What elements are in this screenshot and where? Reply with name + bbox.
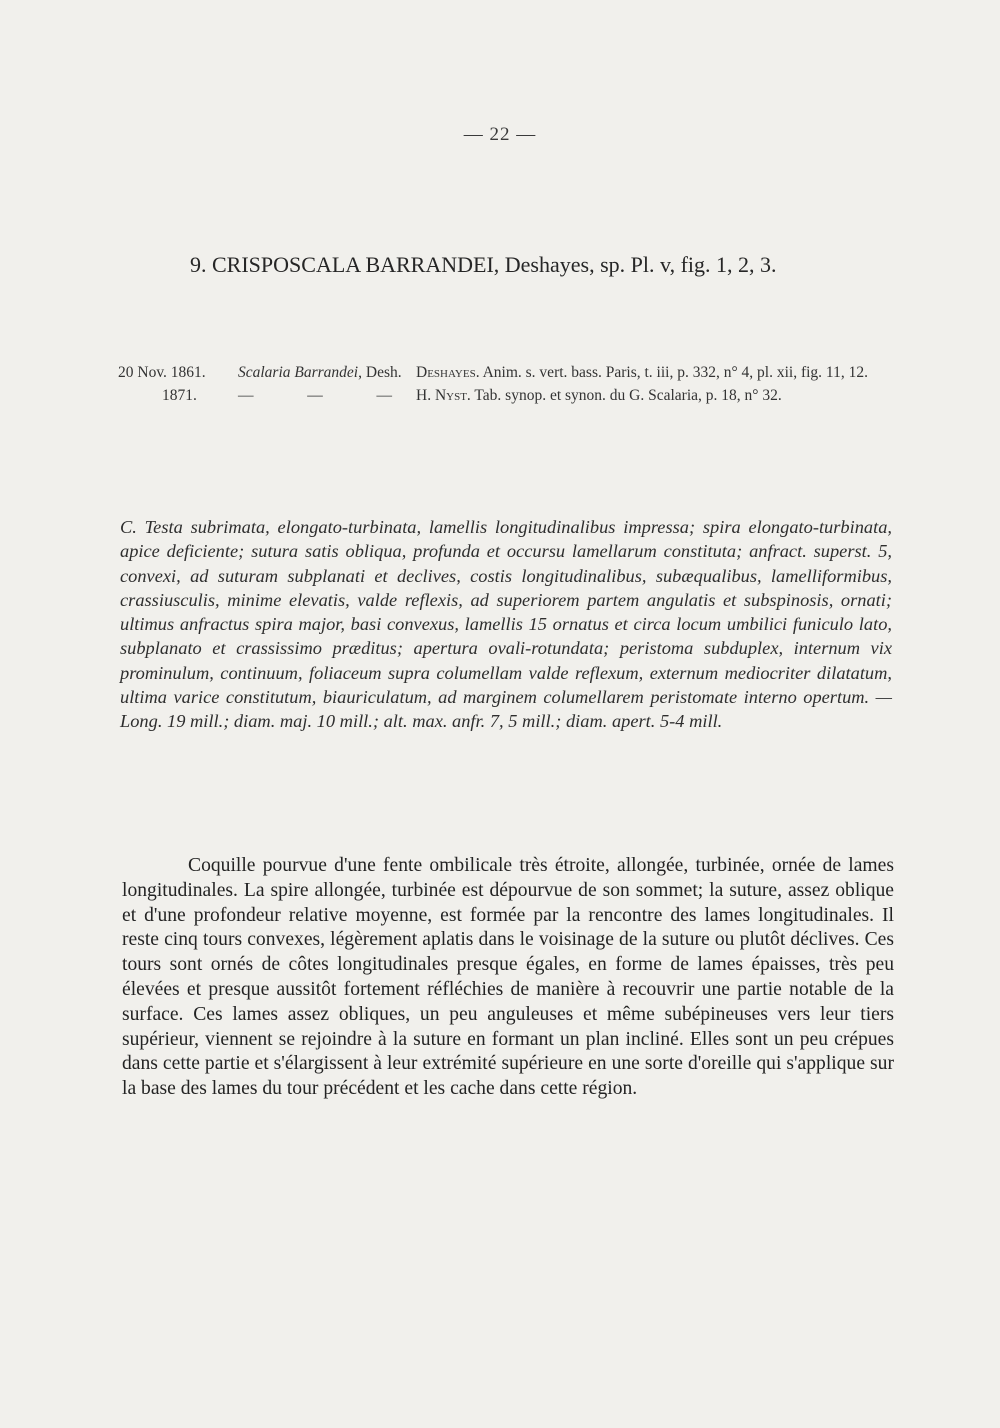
page-number: — 22 — xyxy=(463,124,537,145)
synonymy-ditto-dashes xyxy=(238,385,416,406)
synonymy-name xyxy=(238,362,416,383)
ditto-dash: — xyxy=(238,387,254,404)
ditto-dash: — xyxy=(376,387,392,404)
french-description: Coquille pourvue d'une fente ombilicale très étroite, allongée, turbinée, ornée de lames longitudinales. La spire allongée, turbinée est dépourvue de son sommet; la suture, assez oblique et d'une profondeur relative moyenne, est formée par la rencontre des lames longitudinales. Il reste cinq tours convexes, légèrement aplatis dans le voisinage de la suture ou plutôt déclives. Ces tours sont ornés de côtes longitudinales presque égales, en forme de lames épaisses, très peu élevées et presque aussitôt fortement réfléchies de manière à recouvrir une partie notable de la surface. Ces lames assez obliques, un peu anguleuses et même subépineuses vers leur tiers supérieur, viennent se rejoindre à la suture en formant un plan incliné. Elles sont un peu crépues dans cette partie et s'élargissent à leur extrémité supérieure en une sorte d'oreille qui s'applique sur la base des lames du tour précédent et les cache dans cette région. xyxy=(122,855,894,1100)
synonymy-taxon: Scalaria Barrandei xyxy=(238,364,359,381)
synonymy-reference xyxy=(416,385,898,406)
synonymy-date: 1871. xyxy=(162,387,197,404)
reference-text: . Tab. synop. et synon. du G. Scalaria, p. 18, n° 32. xyxy=(466,387,782,404)
synonymy-entry xyxy=(118,362,898,383)
synonymy-date: 20 Nov. 1861. xyxy=(118,364,206,381)
synonymy-taxon-author: , Desh. xyxy=(358,364,402,381)
synonymy-reference xyxy=(416,362,898,383)
latin-description: C. Testa subrimata, elongato-turbinata, lamellis longitudinalibus impressa; spira elongato-turbinata, apice deficiente; sutura satis obliqua, profunda et occursu lamellarum constituta; anfract. superst. 5, convexi, ad suturam subplanati et declives, costis longitudinalibus, subæqualibus, lamelliformibus, crassiusculis, minime elevatis, valde reflexis, ad superiorem partem angulatis et subspinosis, ornati; ultimus anfractus spira major, basi convexus, lamellis 15 ornatus et circa locum umbilici funiculo lato, subplanato et crassissimo præditus; apertura ovali-rotundata; peristoma subduplex, internum vix prominulum, continuum, foliaceum supra columellam valde reflexum, externum mediocriter dilatatum, ultima varice constitutum, biauriculatum, ad marginem columellarem peristomate interno opertum. — Long. 19 mill.; diam. maj. 10 mill.; alt. max. anfr. 7, 5 mill.; diam. apert. 5-4 mill. xyxy=(120,517,892,732)
reference-text: . Anim. s. vert. bass. Paris, t. iii, p. 332, n° 4, pl. xii, fig. 11, 12. xyxy=(475,364,868,381)
ditto-dash: — xyxy=(307,387,323,404)
synonymy-entry xyxy=(118,385,898,406)
reference-author: H. Nyst xyxy=(416,387,467,404)
species-heading: 9. CRISPOSCALA BARRANDEI, Deshayes, sp. Pl. v, fig. 1, 2, 3. xyxy=(190,252,777,277)
reference-author: Deshayes xyxy=(416,364,476,381)
synonymy-list xyxy=(118,362,898,408)
